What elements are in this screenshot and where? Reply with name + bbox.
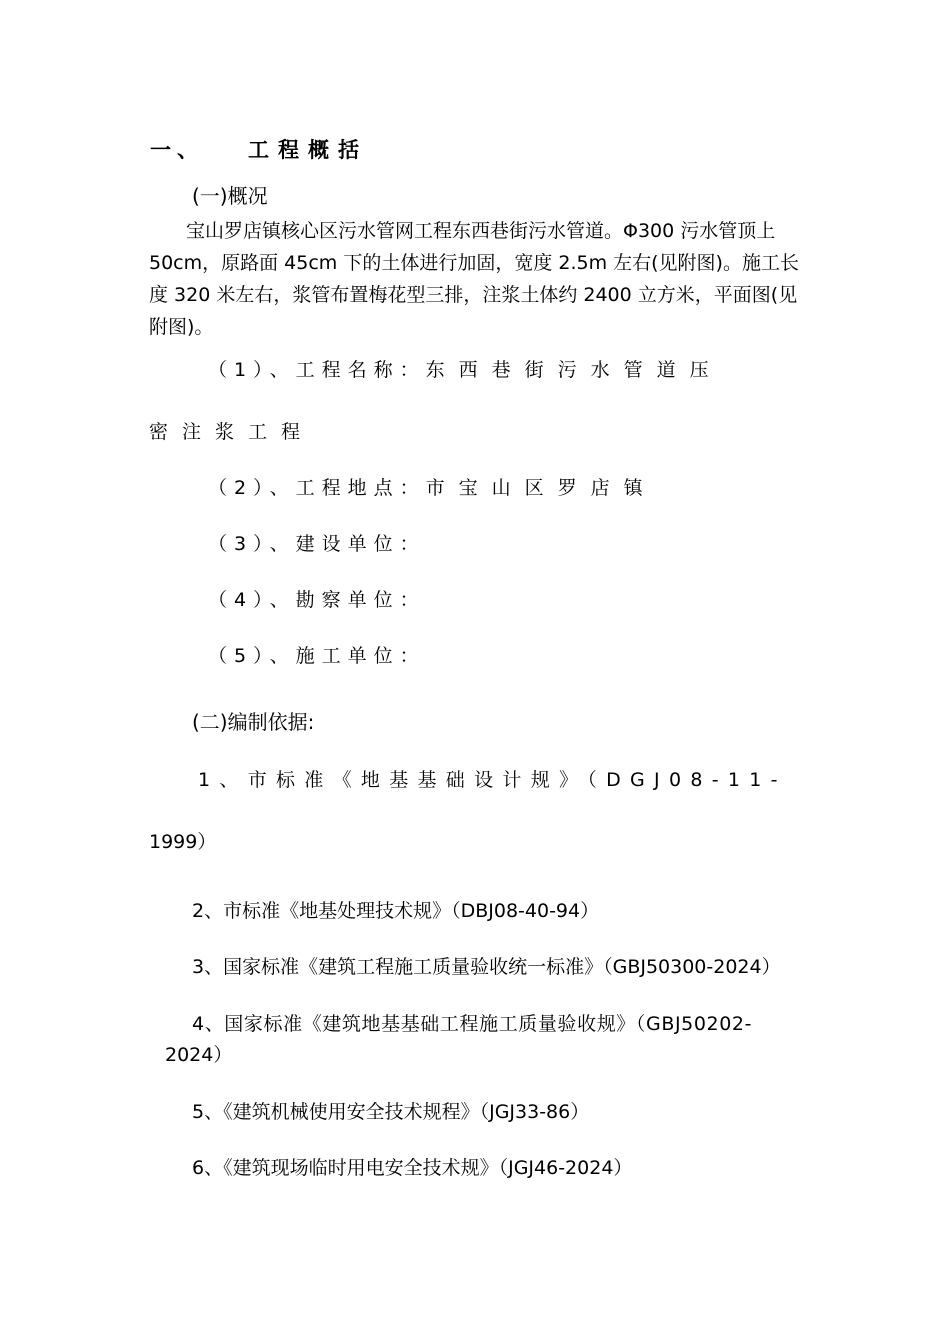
project-site-row	[208, 479, 657, 498]
reference-1: 1、市标准《地基基础设计规》（DGJ08-11-	[198, 769, 787, 791]
project-site-label: （2）、工程地点：	[208, 477, 426, 499]
overview-paragraph-line: 宝山罗店镇核心区污水管网工程东西巷街污水管道。Φ300 污水管顶上	[186, 220, 776, 242]
reference-4-continued: 2024）	[165, 1044, 233, 1066]
project-name-label: （1）、工程名称：	[208, 359, 426, 381]
section-number: 一、	[150, 138, 204, 162]
basis-title: (二)编制依据:	[192, 710, 315, 734]
project-name-row	[208, 361, 788, 380]
section-title: 工程概括	[248, 138, 368, 162]
project-name-value-continued: 密注浆工程	[149, 421, 315, 443]
reference-6: 6、《建筑现场临时用电安全技术规》（JGJ46-2024）	[192, 1157, 633, 1179]
overview-paragraph-line: 附图)。	[149, 316, 214, 338]
overview-paragraph-line: 度 320 米左右，浆管布置梅花型三排，注浆土体约 2400 立方米，平面图(见	[149, 284, 798, 306]
reference-2: 2、市标准《地基处理技术规》（DBJ08-40-94）	[192, 900, 600, 922]
project-site-value: 市宝山区罗店镇	[425, 477, 657, 499]
reference-3: 3、国家标准《建筑工程施工质量验收统一标准》（GBJ50300-2024）	[192, 956, 781, 978]
reference-1-continued: 1999）	[149, 831, 217, 853]
project-name-value: 东西巷街污水管道压	[425, 359, 723, 381]
overview-title: (一)概况	[192, 184, 268, 208]
reference-5: 5、《建筑机械使用安全技术规程》（JGJ33-86）	[192, 1101, 590, 1123]
reference-4: 4、国家标准《建筑地基基础工程施工质量验收规》（GBJ50202-	[192, 1013, 753, 1035]
contractor-unit-label: （5）、施工单位：	[208, 645, 426, 667]
survey-unit-label: （4）、勘察单位：	[208, 589, 426, 611]
overview-paragraph-line: 50cm，原路面 45cm 下的土体进行加固，宽度 2.5m 左右(见附图)。施工长	[149, 252, 799, 274]
owner-unit-label: （3）、建设单位：	[208, 533, 426, 555]
